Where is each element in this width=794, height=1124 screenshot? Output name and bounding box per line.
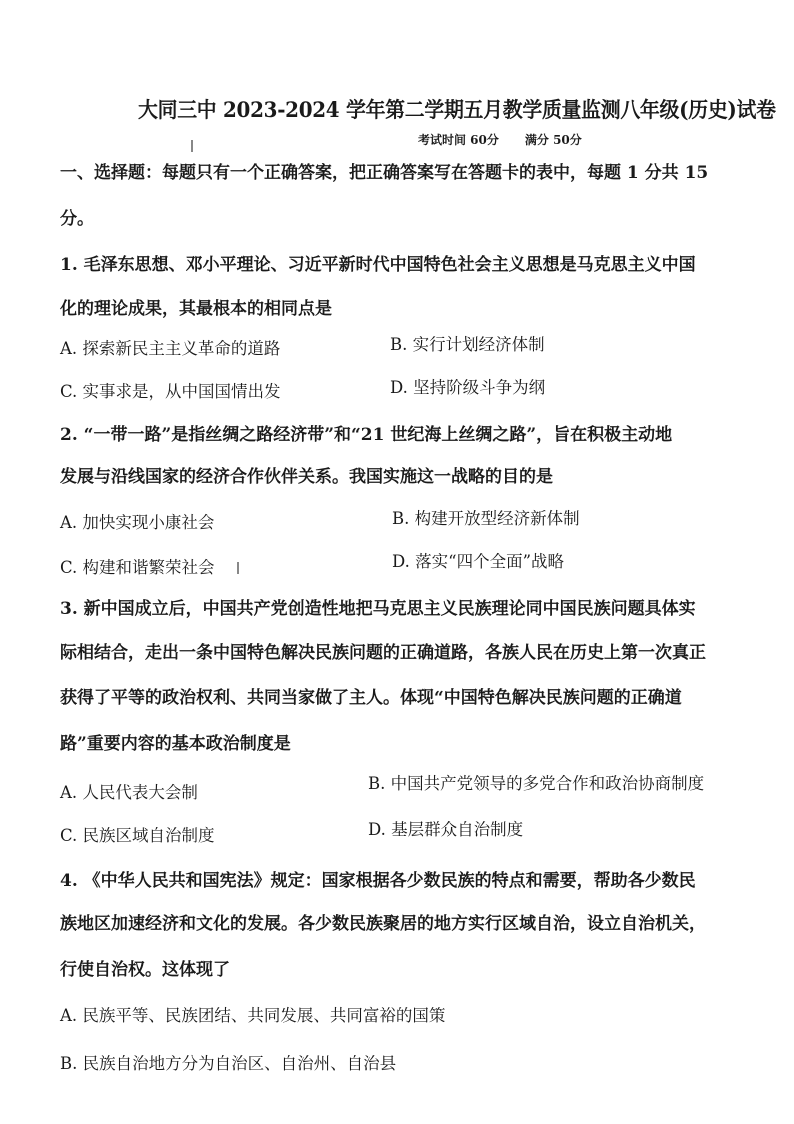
question-1-option-a: A. 探索新民主主义革命的道路 bbox=[60, 339, 281, 358]
question-4-option-a: A. 民族平等、民族团结、共同发展、共同富裕的国策 bbox=[60, 1006, 446, 1025]
question-2-option-b: B. 构建开放型经济新体制 bbox=[392, 509, 580, 528]
question-3-stem: 际相结合，走出一条中国特色解决民族问题的正确道路，各族人民在历史上第一次真正 bbox=[60, 643, 706, 663]
question-2-stem: 发展与沿线国家的经济合作伙伴关系。我国实施这一战略的目的是 bbox=[60, 467, 553, 487]
question-3-option-b: B. 中国共产党领导的多党合作和政治协商制度 bbox=[368, 774, 705, 793]
question-3-option-c: C. 民族区域自治制度 bbox=[60, 826, 215, 845]
question-1-option-c: C. 实事求是，从中国国情出发 bbox=[60, 382, 281, 401]
section-instruction: 分。 bbox=[60, 209, 94, 229]
question-1-option-b: B. 实行计划经济体制 bbox=[390, 335, 545, 354]
question-2-option-d: D. 落实“四个全面”战略 bbox=[392, 552, 565, 571]
question-3-option-a: A. 人民代表大会制 bbox=[60, 783, 198, 802]
exam-title: 大同三中 2023-2024 学年第二学期五月教学质量监测八年级(历史)试卷 bbox=[138, 97, 776, 122]
question-1-option-d: D. 坚持阶级斗争为纲 bbox=[390, 378, 546, 397]
question-3-stem: 获得了平等的政治权利、共同当家做了主人。体现“中国特色解决民族问题的正确道 bbox=[60, 688, 682, 708]
question-2-option-a: A. 加快实现小康社会 bbox=[60, 513, 215, 532]
question-2-stem: 2. “一带一路”是指丝绸之路经济带”和“21 世纪海上丝绸之路”，旨在积极主动地 bbox=[60, 425, 673, 445]
question-4-option-b: B. 民族自治地方分为自治区、自治州、自治县 bbox=[60, 1054, 397, 1073]
exam-subtitle bbox=[418, 131, 582, 148]
question-4-stem: 族地区加速经济和文化的发展。各少数民族聚居的地方实行区域自治，设立自治机关， bbox=[60, 914, 706, 934]
question-2-option-c: C. 构建和谐繁荣社会 bbox=[60, 558, 215, 577]
scan-mark bbox=[237, 562, 239, 574]
question-1-stem: 化的理论成果，其最根本的相同点是 bbox=[60, 299, 332, 319]
question-1-stem: 1. 毛泽东思想、邓小平理论、习近平新时代中国特色社会主义思想是马克思主义中国 bbox=[60, 255, 696, 275]
question-4-stem: 4. 《中华人民共和国宪法》规定：国家根据各少数民族的特点和需要，帮助各少数民 bbox=[60, 871, 696, 891]
question-4-stem: 行使自治权。这体现了 bbox=[60, 960, 230, 980]
question-3-stem: 3. 新中国成立后，中国共产党创造性地把马克思主义民族理论同中国民族问题具体实 bbox=[60, 599, 696, 619]
exam-time: 考试时间 60分 bbox=[418, 133, 499, 147]
question-3-option-d: D. 基层群众自治制度 bbox=[368, 820, 524, 839]
section-instruction: 一、选择题：每题只有一个正确答案，把正确答案写在答题卡的表中，每题 1 分共 15 bbox=[60, 163, 709, 183]
question-3-stem: 路”重要内容的基本政治制度是 bbox=[60, 734, 291, 754]
exam-score: 满分 50分 bbox=[524, 133, 582, 147]
scan-mark bbox=[191, 140, 193, 152]
